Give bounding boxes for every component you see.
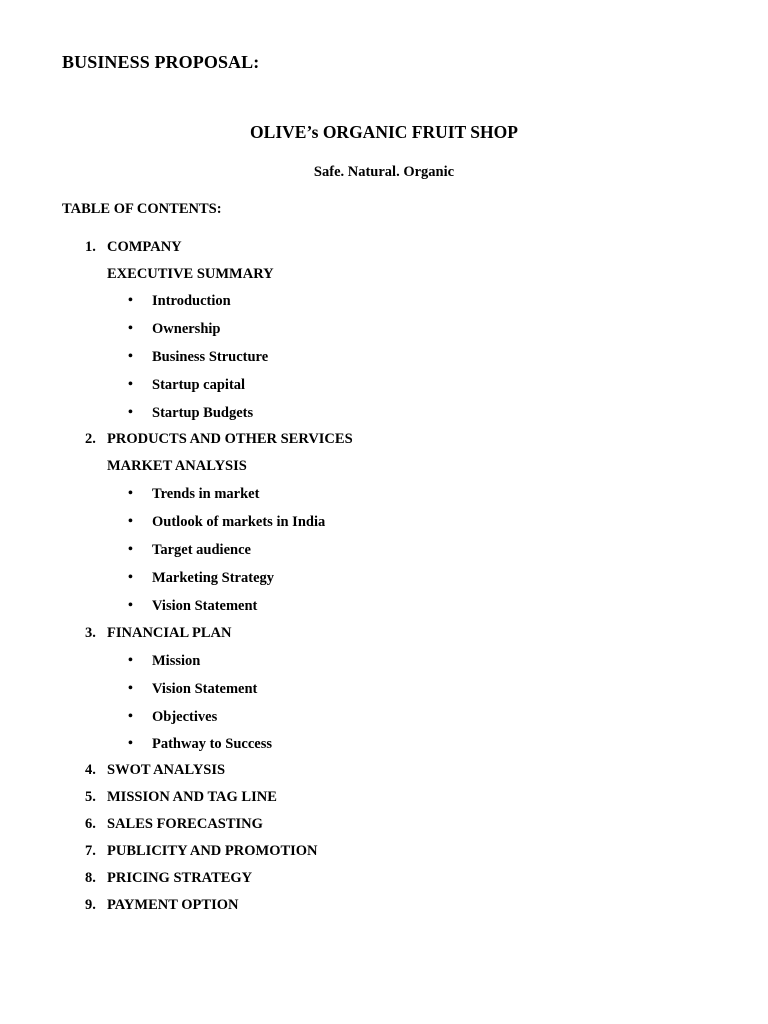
bullet-text: Ownership [152, 321, 221, 337]
bullet-icon: • [128, 486, 133, 501]
bullet-text: Vision Statement [152, 681, 258, 697]
section-title: PAYMENT OPTION [107, 897, 239, 913]
section-number: 4. [85, 762, 96, 778]
bullet-text: Introduction [152, 293, 231, 309]
bullet-text: Target audience [152, 542, 251, 558]
bullet-text: Trends in market [152, 486, 260, 502]
bullet-icon: • [128, 377, 133, 392]
shop-title: OLIVE’s ORGANIC FRUIT SHOP [250, 122, 518, 142]
bullet-icon: • [128, 542, 133, 557]
section-title: SALES FORECASTING [107, 816, 263, 832]
bullet-icon: • [128, 405, 133, 420]
bullet-text: Startup Budgets [152, 405, 254, 421]
bullet-text: Marketing Strategy [152, 570, 275, 586]
section-number: 3. [85, 625, 96, 641]
bullet-icon: • [128, 598, 133, 613]
bullet-icon: • [128, 321, 133, 336]
bullet-icon: • [128, 349, 133, 364]
toc-heading: TABLE OF CONTENTS: [62, 201, 222, 217]
bullet-icon: • [128, 514, 133, 529]
section-number: 1. [85, 239, 96, 255]
bullet-text: Mission [152, 653, 201, 669]
section-title: PUBLICITY AND PROMOTION [107, 843, 318, 859]
section-title: MISSION AND TAG LINE [107, 789, 277, 805]
section-title: PRICING STRATEGY [107, 870, 253, 886]
subsection-title: EXECUTIVE SUMMARY [107, 266, 274, 282]
bullet-text: Pathway to Success [152, 736, 273, 752]
bullet-text: Startup capital [152, 377, 246, 393]
section-number: 5. [85, 789, 96, 805]
section-title: FINANCIAL PLAN [107, 625, 232, 641]
bullet-icon: • [128, 736, 133, 751]
bullet-icon: • [128, 709, 133, 724]
bullet-text: Outlook of markets in India [152, 514, 326, 530]
bullet-icon: • [128, 653, 133, 668]
section-number: 9. [85, 897, 96, 913]
section-number: 8. [85, 870, 96, 886]
bullet-icon: • [128, 570, 133, 585]
tagline: Safe. Natural. Organic [313, 164, 455, 180]
section-number: 7. [85, 843, 96, 859]
section-title: COMPANY [107, 239, 182, 255]
bullet-text: Business Structure [152, 349, 269, 365]
section-title: SWOT ANALYSIS [107, 762, 226, 778]
bullet-text: Vision Statement [152, 598, 258, 614]
section-title: PRODUCTS AND OTHER SERVICES [107, 431, 353, 447]
section-number: 6. [85, 816, 96, 832]
subsection-title: MARKET ANALYSIS [107, 458, 247, 474]
section-number: 2. [85, 431, 96, 447]
bullet-icon: • [128, 293, 133, 308]
bullet-text: Objectives [152, 709, 218, 725]
bullet-icon: • [128, 681, 133, 696]
document-heading: BUSINESS PROPOSAL: [62, 52, 260, 72]
